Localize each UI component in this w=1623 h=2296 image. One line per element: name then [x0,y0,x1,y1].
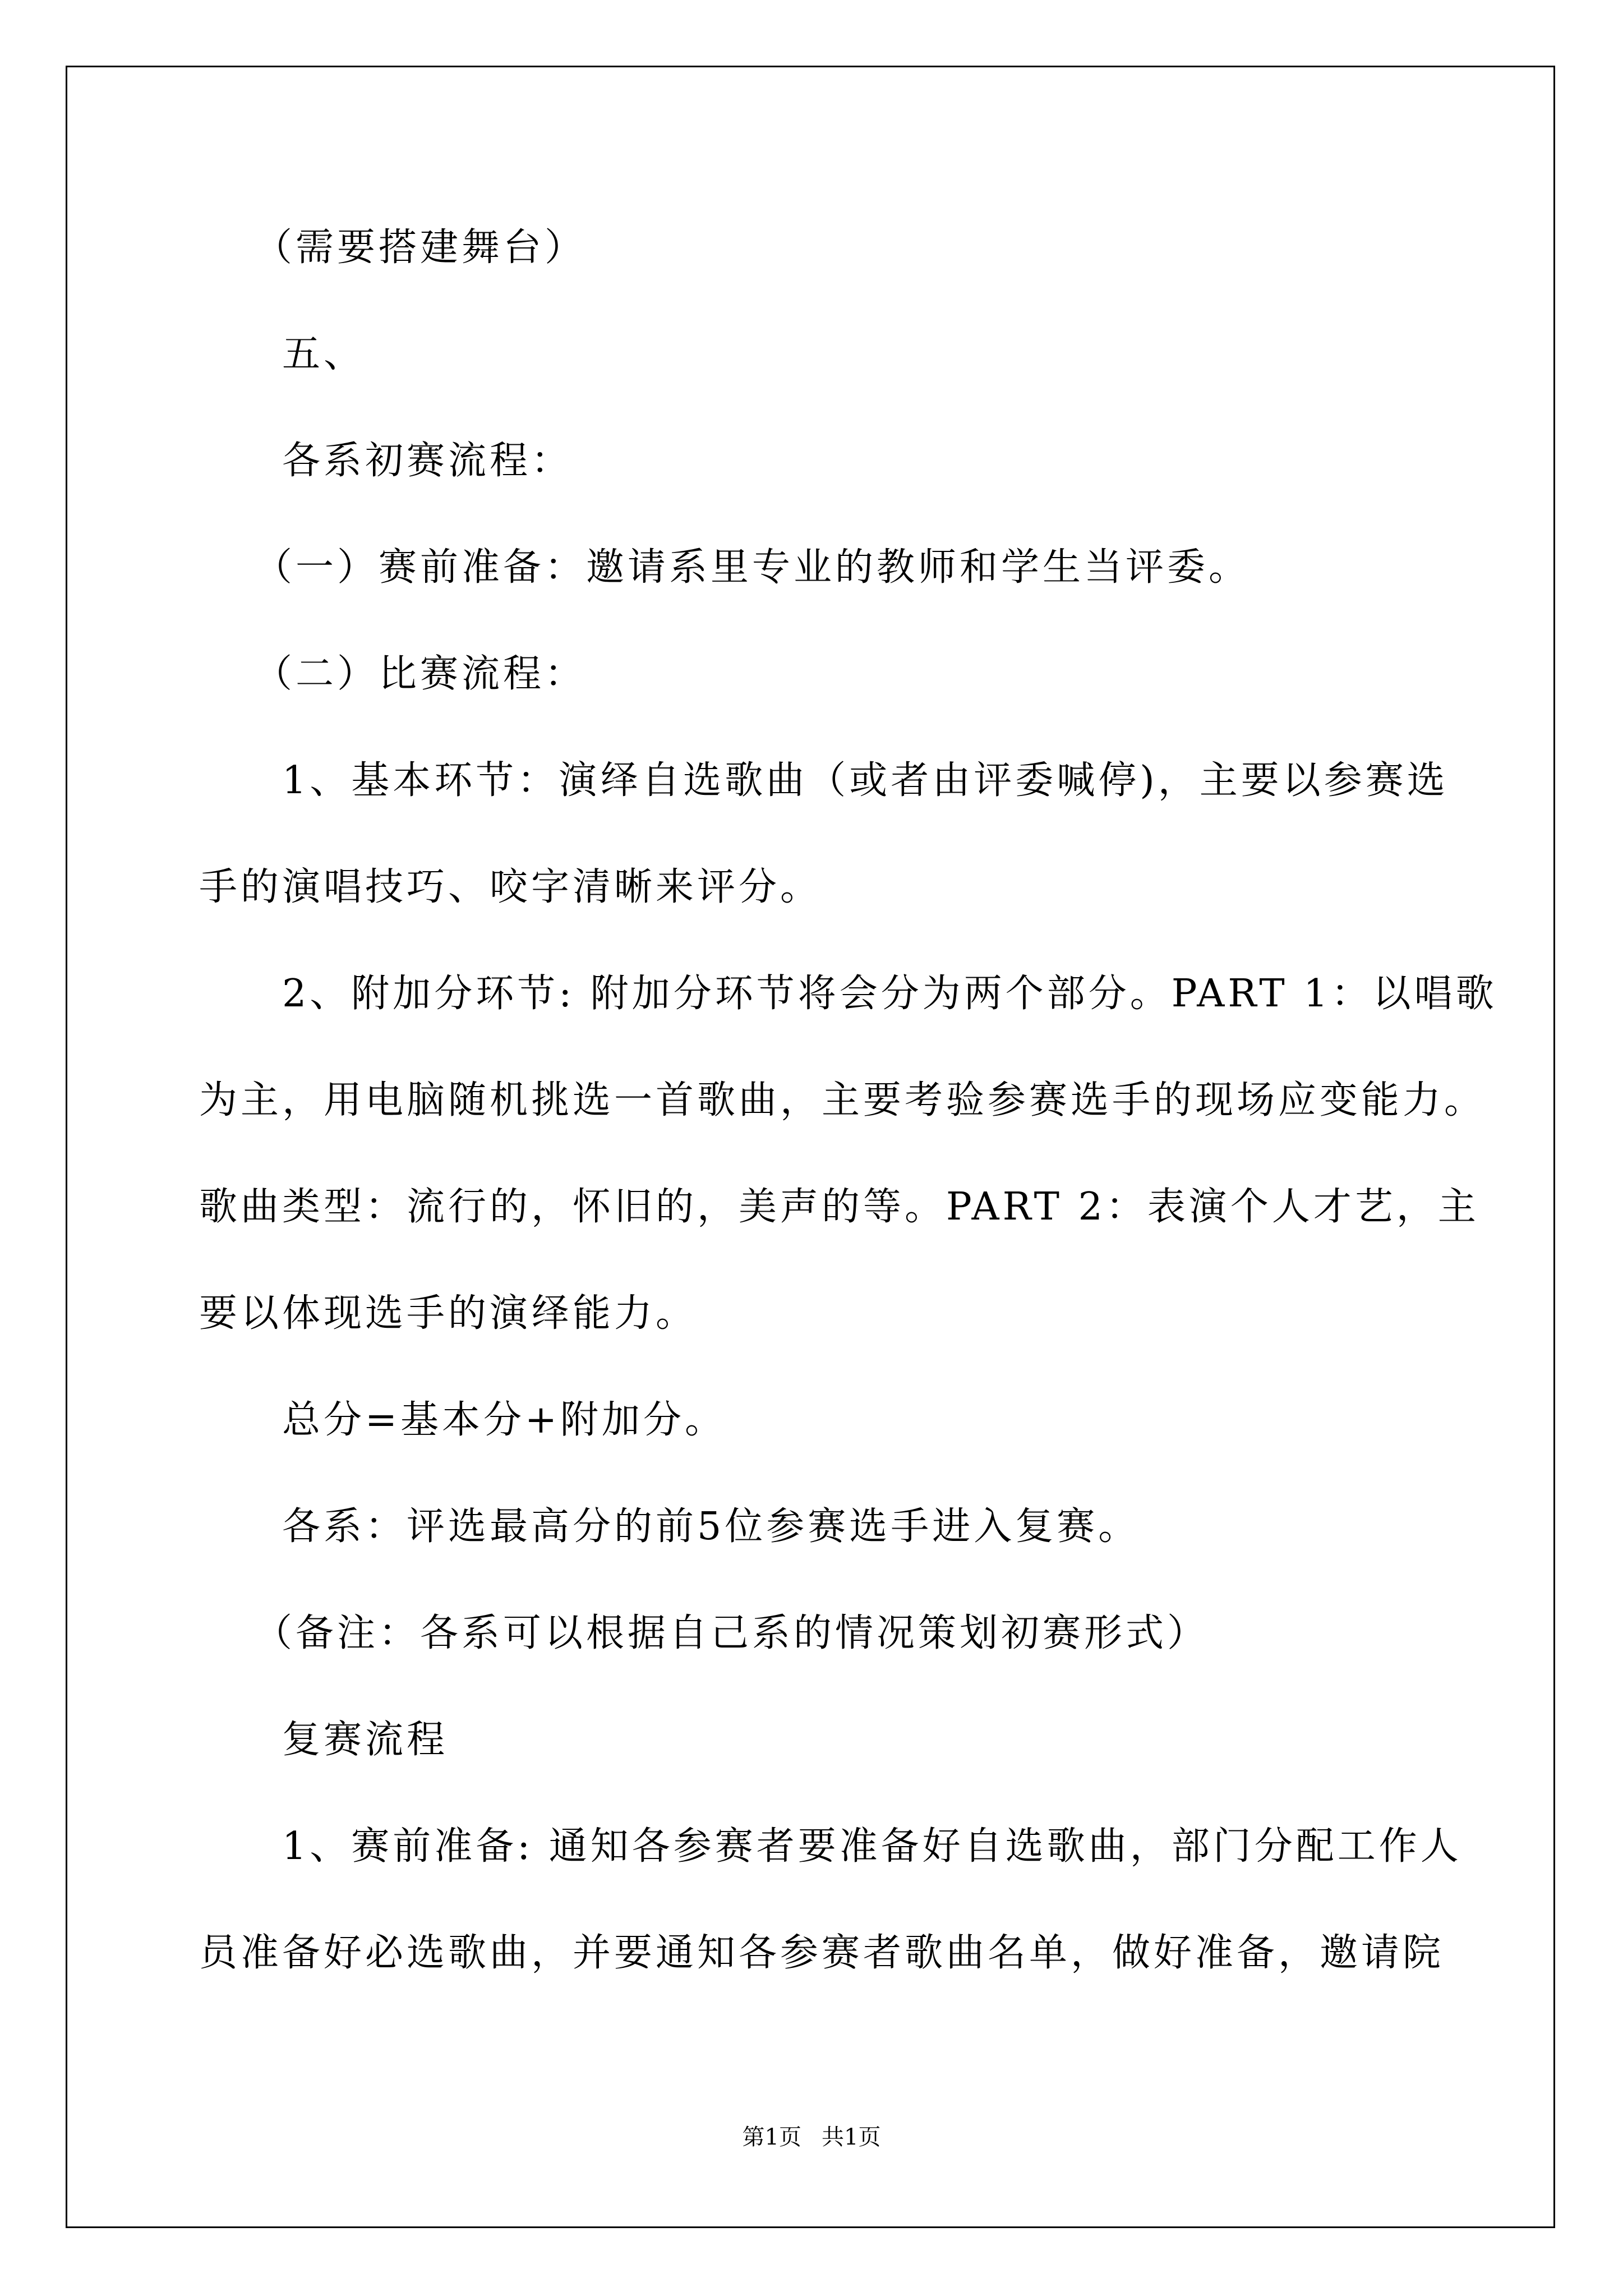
section-heading: 各系初赛流程： [282,439,573,483]
text-line: 手的演唱技巧、咬字清晰来评分。 [199,865,822,909]
page-total: 共1页 [822,2124,881,2150]
section-heading: 五、 [282,332,366,376]
text-line: 员准备好必选歌曲，并要通知各参赛者歌曲名单，做好准备，邀请院 [199,1931,1445,1975]
page-footer [0,2120,1623,2154]
page-border [66,66,1555,2228]
text-line: （备注：各系可以根据自己系的情况策划初赛形式） [254,1611,1209,1655]
text-line: 1、赛前准备: 通知各参赛者要准备好自选歌曲，部门分配工作人 [282,1824,1462,1869]
text-line: 各系：评选最高分的前5位参赛选手进入复赛。 [282,1504,1140,1549]
text-line: 要以体现选手的演绎能力。 [199,1291,698,1336]
text-line: 为主，用电脑随机挑选一首歌曲，主要考验参赛选手的现场应变能力。 [199,1078,1486,1122]
text-line: （一）赛前准备：邀请系里专业的教师和学生当评委。 [254,545,1251,590]
page-number: 第1页 [742,2124,801,2150]
section-heading: 复赛流程 [282,1718,449,1762]
text-line: 总分=基本分+附加分。 [282,1398,726,1442]
text-line: 1、基本环节：演绎自选歌曲（或者由评委喊停)，主要以参赛选 [282,758,1449,803]
text-line: 歌曲类型：流行的，怀旧的，美声的等。PART 2：表演个人才艺，主 [199,1185,1479,1229]
text-line: 2、附加分环节: 附加分环节将会分为两个部分。PART 1：以唱歌 [282,972,1497,1016]
text-line: （二）比赛流程： [254,652,587,696]
text-line: （需要搭建舞台） [254,226,587,270]
